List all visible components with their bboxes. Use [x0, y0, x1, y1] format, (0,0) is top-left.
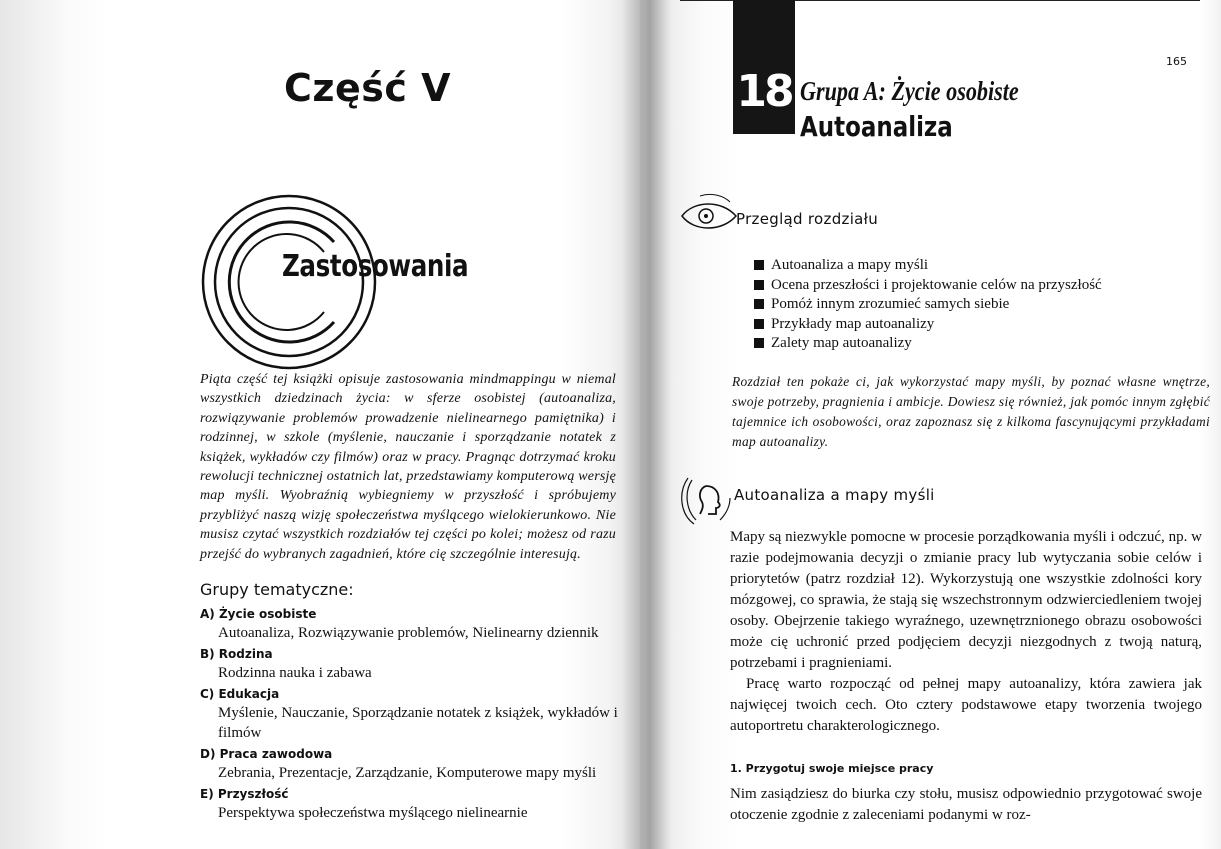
list-item — [200, 786, 620, 823]
group-desc: Autoanaliza, Rozwiązywanie problemów, Nielinearny dziennik — [218, 625, 599, 641]
group-title: E) Przyszłość — [200, 787, 289, 801]
part-title: Część V — [284, 66, 452, 110]
body-text — [730, 527, 1202, 737]
list-item: Zalety map autoanalizy — [752, 334, 1212, 354]
chapter-intro: Rozdział ten pokaże ci, jak wykorzystać mapy myśli, by poznać własne wnętrze, swoje potrzeby, pragnienia i ambicje. Dowiesz się również, jak pomóc innym zgłębić tajemnice ich osobowości, oraz zapoznasz się z kilkoma fascynującymi przykładami map autoanalizy. — [732, 374, 1210, 449]
list-item — [200, 606, 620, 643]
list-item — [200, 746, 620, 783]
section-heading: Autoanaliza a mapy myśli — [734, 486, 935, 504]
chapter-number: 18 — [736, 66, 792, 117]
group-title: D) Praca zawodowa — [200, 747, 333, 761]
list-item: Pomóż innym zrozumieć samych siebie — [752, 295, 1212, 315]
eye-icon — [678, 192, 740, 236]
paragraph: Mapy są niezwykle pomocne w procesie porządkowania myśli i odczuć, np. w razie podejmowania decyzji o zmianie pracy lub wytyczania sobie celów i priorytetów (patrz rozdział 12). Wykorzystują one wszystkie zdolności kory mózgowej, co sprawia, że stają się wszechstronnym odzwierciedleniem twojej osoby. Obejrzenie takiego wyraźnego, uzewnętrznionego obrazu osobowości może cię uchronić przed podjęciem decyzji niezgodnych z twoją naturą, potrzebami i pragnieniami. — [730, 529, 1202, 671]
groups-heading: Grupy tematyczne: — [200, 580, 354, 599]
list-item: Autoanaliza a mapy myśli — [752, 256, 1212, 276]
group-desc: Myślenie, Nauczanie, Sporządzanie notatek z książek, wykładów i filmów — [218, 705, 618, 741]
overview-heading: Przegląd rozdziału — [736, 210, 879, 228]
group-title: C) Edukacja — [200, 687, 280, 701]
step-heading: 1. Przygotuj swoje miejsce pracy — [730, 762, 934, 775]
group-title: A) Życie osobiste — [200, 607, 317, 621]
part-intro: Piąta część tej książki opisuje zastosowania mindmappingu w niemal wszystkich dziedzinach życia: w sferze osobistej (autoanaliza, rozwiązywanie problemów prowadzenie nielinearnego pamiętnika) i rodzinnej, w szkole (myślenie, nauczanie i sporządzanie notatek z książek, wykładów czy filmów) oraz w pracy. Pragnąc dotrzymać kroku rewolucji technicznej ostatnich lat, przedstawiamy komputerową wersję map myśli. Wyobraźnią wybiegniemy w przyszłość i spróbujemy przybliżyć naszą wizję społeczeństwa myślącego wielokierunkowo. Nie musisz czytać wszystkich rozdziałów tej części po kolei; możesz od razu przejść do wybranych zagadnień, które cię szczególnie interesują. — [200, 372, 616, 562]
head-profile-icon — [676, 470, 736, 530]
step-text: Nim zasiądziesz do biurka czy stołu, musisz odpowiednio przygotować swoje otoczenie zgodnie z zaleceniami podanymi w roz- — [730, 786, 1202, 823]
list-item: Przykłady map autoanalizy — [752, 315, 1212, 335]
list-item — [200, 686, 620, 743]
right-page — [640, 0, 1221, 849]
list-item — [200, 646, 620, 683]
list-item: Ocena przeszłości i projektowanie celów na przyszłość — [752, 276, 1212, 296]
group-title: B) Rodzina — [200, 647, 273, 661]
group-desc: Perspektywa społeczeństwa myślącego nielinearnie — [218, 805, 528, 821]
group-desc: Rodzinna nauka i zabawa — [218, 665, 372, 681]
chapter-title: Autoanaliza — [800, 110, 953, 143]
section-title: Zastosowania — [282, 249, 469, 284]
chapter-group: Grupa A: Życie osobiste — [800, 76, 1019, 106]
page-number: 165 — [1166, 55, 1187, 68]
groups-list — [200, 606, 620, 826]
group-desc: Zebrania, Prezentacje, Zarządzanie, Komputerowe mapy myśli — [218, 765, 597, 781]
overview-list — [752, 256, 1212, 354]
paragraph: Pracę warto rozpocząć od pełnej mapy autoanalizy, która zawiera jak najwięcej twoich cech. Oto cztery podstawowe etapy tworzenia twojego autoportretu charakterologicznego. — [730, 676, 1202, 734]
